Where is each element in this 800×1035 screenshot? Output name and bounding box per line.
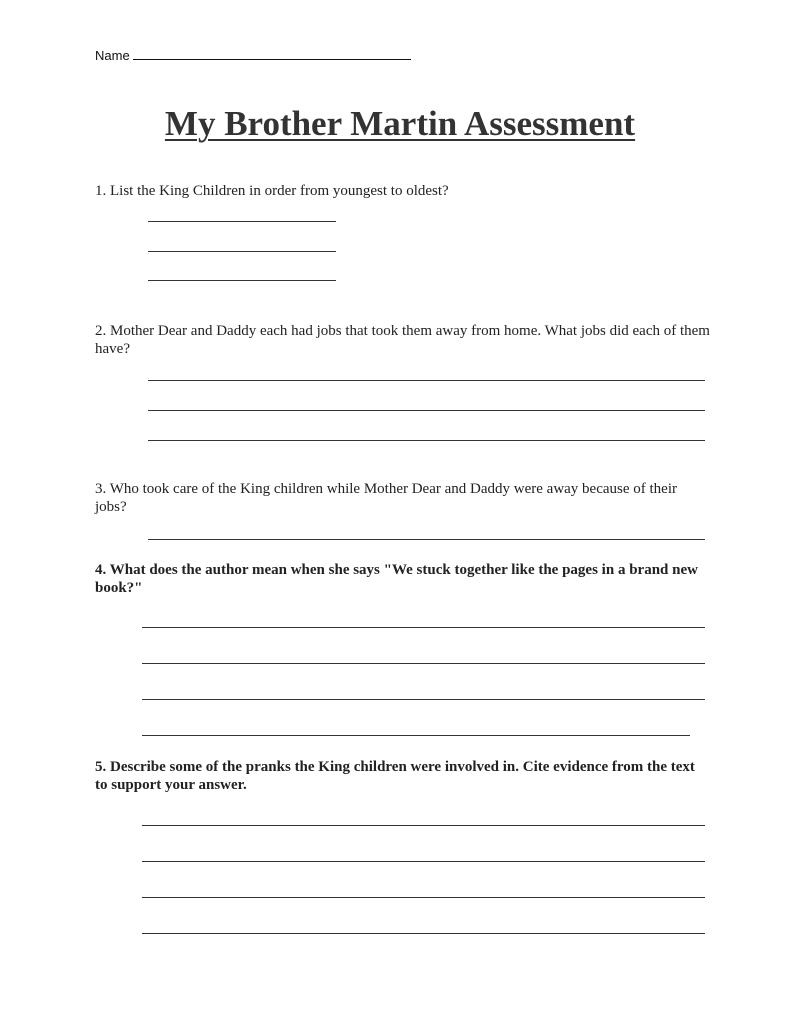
answer-line-q4-1[interactable]: [142, 627, 705, 628]
page-title: My Brother Martin Assessment: [164, 104, 636, 143]
answer-line-q5-1[interactable]: [142, 825, 705, 826]
question-2: 2. Mother Dear and Daddy each had jobs that took them away from home. What jobs did each of them have?: [95, 323, 710, 357]
answer-line-q2-1[interactable]: [148, 380, 705, 381]
answer-line-q3-1[interactable]: [148, 539, 705, 540]
answer-line-q2-2[interactable]: [148, 410, 705, 411]
name-field-row: [95, 47, 411, 63]
answer-line-q1-3[interactable]: [148, 280, 336, 281]
answer-line-q1-2[interactable]: [148, 251, 336, 252]
answer-line-q2-3[interactable]: [148, 440, 705, 441]
answer-line-q1-1[interactable]: [148, 221, 336, 222]
name-blank-line[interactable]: [133, 47, 411, 60]
question-4: 4. What does the author mean when she says "We stuck together like the pages in a brand new book?": [95, 562, 698, 596]
question-3: 3. Who took care of the King children while Mother Dear and Daddy were away because of their jobs?: [95, 481, 678, 515]
answer-line-q4-4[interactable]: [142, 735, 690, 736]
answer-line-q5-4[interactable]: [142, 933, 705, 934]
answer-line-q4-2[interactable]: [142, 663, 705, 664]
question-1: 1. List the King Children in order from youngest to oldest?: [95, 183, 449, 199]
name-label: Name: [95, 48, 130, 63]
answer-line-q4-3[interactable]: [142, 699, 705, 700]
question-5: 5. Describe some of the pranks the King children were involved in. Cite evidence from the text to support your answer.: [95, 759, 695, 793]
answer-line-q5-3[interactable]: [142, 897, 705, 898]
answer-line-q5-2[interactable]: [142, 861, 705, 862]
